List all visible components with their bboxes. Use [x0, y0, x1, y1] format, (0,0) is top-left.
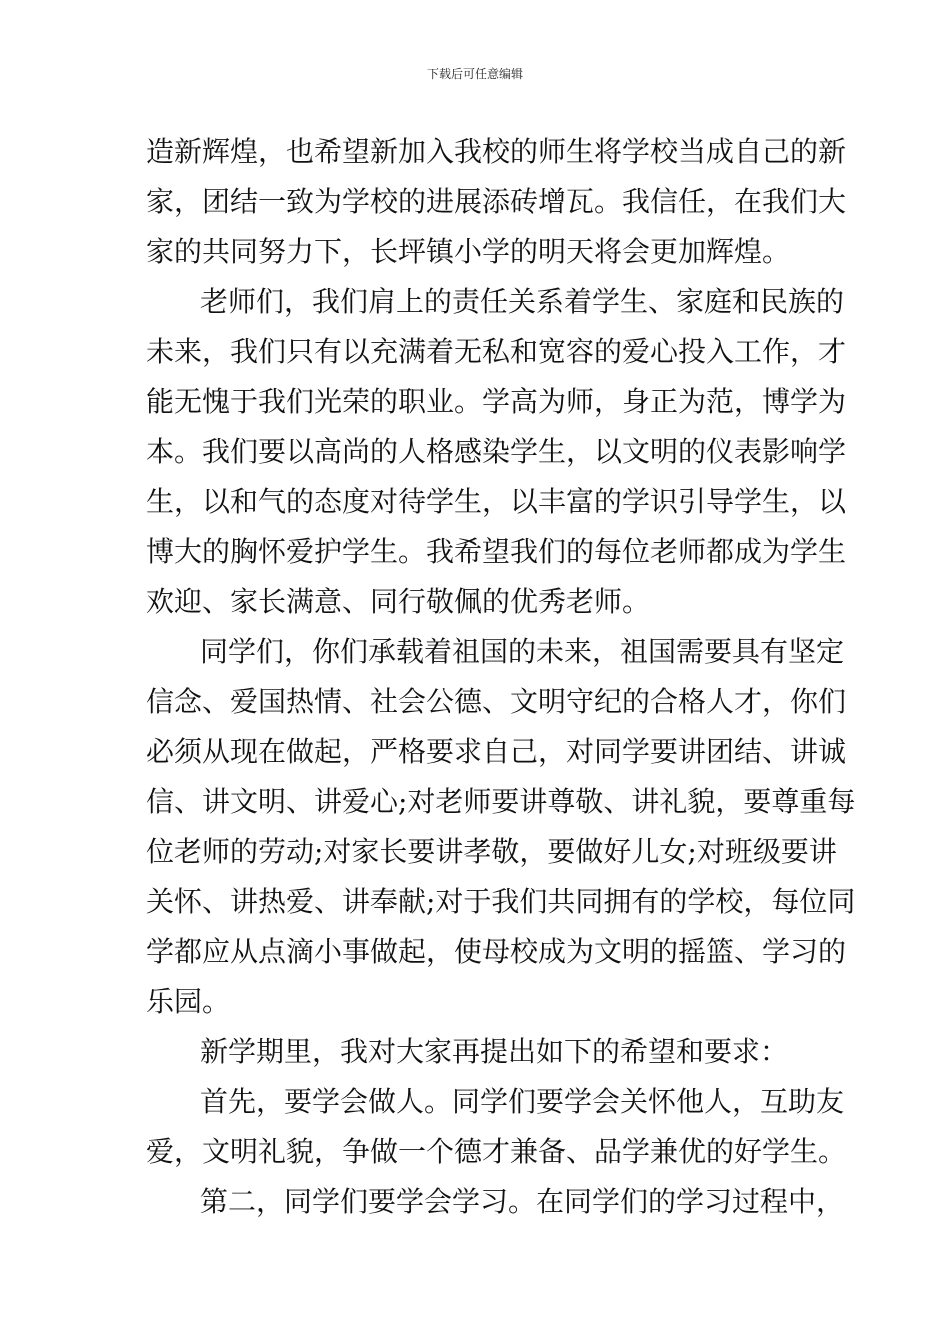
text-line: 信念、爱国热情、社会公德、文明守纪的合格人才，你们	[146, 685, 847, 718]
paragraph-first-line: 同学们，你们承载着祖国的未来，祖国需要具有坚定	[200, 635, 845, 668]
paragraph-first-line: 第二，同学们要学会学习。在同学们的学习过程中，	[200, 1185, 845, 1218]
text-line: 生，以和气的态度对待学生，以丰富的学识引导学生，以	[146, 485, 847, 518]
text-line: 信、讲文明、讲爱心;对老师要讲尊敬、讲礼貌，要尊重每	[146, 785, 856, 818]
text-line: 博大的胸怀爱护学生。我希望我们的每位老师都成为学生	[146, 535, 847, 568]
paragraph-first-line: 老师们，我们肩上的责任关系着学生、家庭和民族的	[200, 285, 845, 318]
text-line: 爱，文明礼貌，争做一个德才兼备、品学兼优的好学生。	[146, 1135, 847, 1168]
text-line: 关怀、讲热爱、讲奉献;对于我们共同拥有的学校，每位同	[146, 885, 856, 918]
document-body	[146, 127, 856, 1227]
text-line: 必须从现在做起，严格要求自己，对同学要讲团结、讲诚	[146, 735, 847, 768]
page-header: 下载后可任意编辑	[426, 67, 523, 81]
text-line: 学都应从点滴小事做起，使母校成为文明的摇篮、学习的	[146, 935, 847, 968]
text-line: 位老师的劳动;对家长要讲孝敬，要做好儿女;对班级要讲	[146, 835, 837, 868]
text-line: 能无愧于我们光荣的职业。学高为师，身正为范，博学为	[146, 385, 847, 418]
text-line: 未来，我们只有以充满着无私和宽容的爱心投入工作，才	[146, 335, 847, 368]
paragraph-first-line: 新学期里，我对大家再提出如下的希望和要求：	[200, 1035, 789, 1068]
text-line: 家的共同努力下，长坪镇小学的明天将会更加辉煌。	[146, 235, 791, 268]
text-line: 乐园。	[146, 985, 231, 1018]
paragraph-first-line: 首先，要学会做人。同学们要学会关怀他人，互助友	[200, 1085, 845, 1118]
text-line: 造新辉煌，也希望新加入我校的师生将学校当成自己的新	[146, 135, 847, 168]
text-line: 本。我们要以高尚的人格感染学生，以文明的仪表影响学	[146, 435, 847, 468]
text-line: 欢迎、家长满意、同行敬佩的优秀老师。	[146, 585, 651, 618]
text-line: 家，团结一致为学校的进展添砖增瓦。我信任，在我们大	[146, 185, 847, 218]
